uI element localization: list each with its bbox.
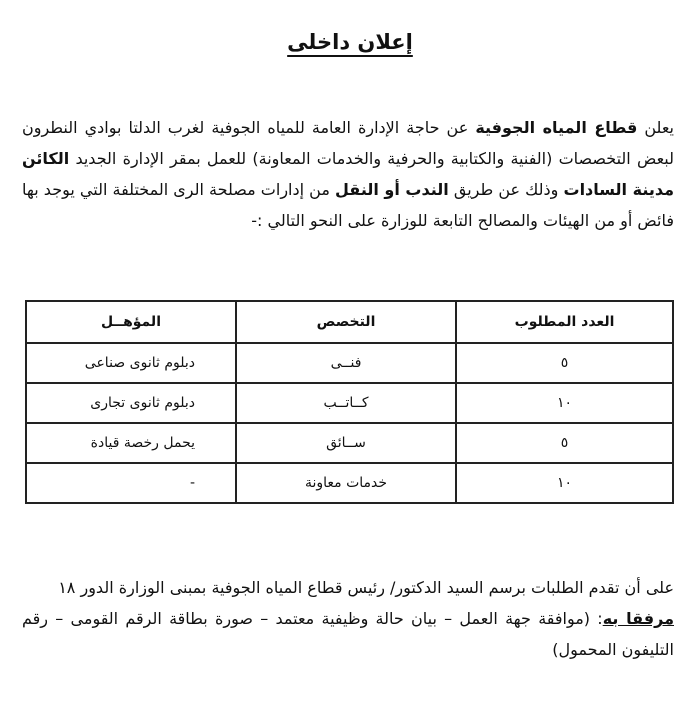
cell-specialty: خدمات معاونة: [236, 463, 456, 503]
requirements-table: [25, 300, 674, 504]
intro-text-2: عن حاجة الإدارة العامة للمياه الجوفية لغرب الدلتا بوادي النطرون لبعض التخصصات (الفنية والكتابية والحرفية والخدمات المعاونة) للعمل بمقر الإدارة الجديد: [22, 118, 674, 168]
location-name: الكائن مدينة السادات: [22, 149, 675, 199]
cell-qualification: -: [26, 463, 236, 503]
table-header-row: [26, 301, 673, 343]
cell-count: ٥: [456, 423, 673, 463]
table-row: [26, 343, 673, 383]
cell-qualification: يحمل رخصة قيادة: [26, 423, 236, 463]
submission-line: على أن تقدم الطلبات برسم السيد الدكتور/ رئيس قطاع المياه الجوفية بمبنى الوزارة الدور ١٨: [58, 578, 674, 597]
cell-count: ١٠: [456, 463, 673, 503]
header-qualification: المؤهــل: [26, 301, 236, 343]
cell-count: ٥: [456, 343, 673, 383]
transfer-method: الندب أو النقل: [335, 180, 449, 199]
header-count: العدد المطلوب: [456, 301, 673, 343]
intro-text-3: وذلك عن طريق: [448, 180, 564, 199]
header-specialty: التخصص: [236, 301, 456, 343]
intro-paragraph: [22, 112, 674, 236]
attachments-label: مرفقا به: [602, 609, 674, 628]
table-row: [26, 383, 673, 423]
footer-paragraph: [22, 572, 674, 665]
cell-count: ١٠: [456, 383, 673, 423]
announcement-title: إعلان داخلى: [287, 30, 413, 54]
table-row: [26, 463, 673, 503]
attachments-text: : (موافقة جهة العمل – بيان حالة وظيفية معتمد – صورة بطاقة الرقم القومى – رقم التليفون المحمول): [22, 609, 674, 659]
cell-qualification: دبلوم ثانوى تجارى: [26, 383, 236, 423]
cell-qualification: دبلوم ثانوى صناعى: [26, 343, 236, 383]
cell-specialty: فنــى: [236, 343, 456, 383]
table-row: [26, 423, 673, 463]
attachments-line: [22, 603, 674, 665]
intro-text-4: من إدارات مصلحة الرى المختلفة التي يوجد بها فائض أو من الهيئات والمصالح التابعة للوزارة على النحو التالي :-: [22, 180, 674, 230]
intro-text-1: يعلن: [637, 118, 675, 137]
sector-name: قطاع المياه الجوفية: [475, 118, 638, 137]
cell-specialty: ســائق: [236, 423, 456, 463]
cell-specialty: كــاتــب: [236, 383, 456, 423]
